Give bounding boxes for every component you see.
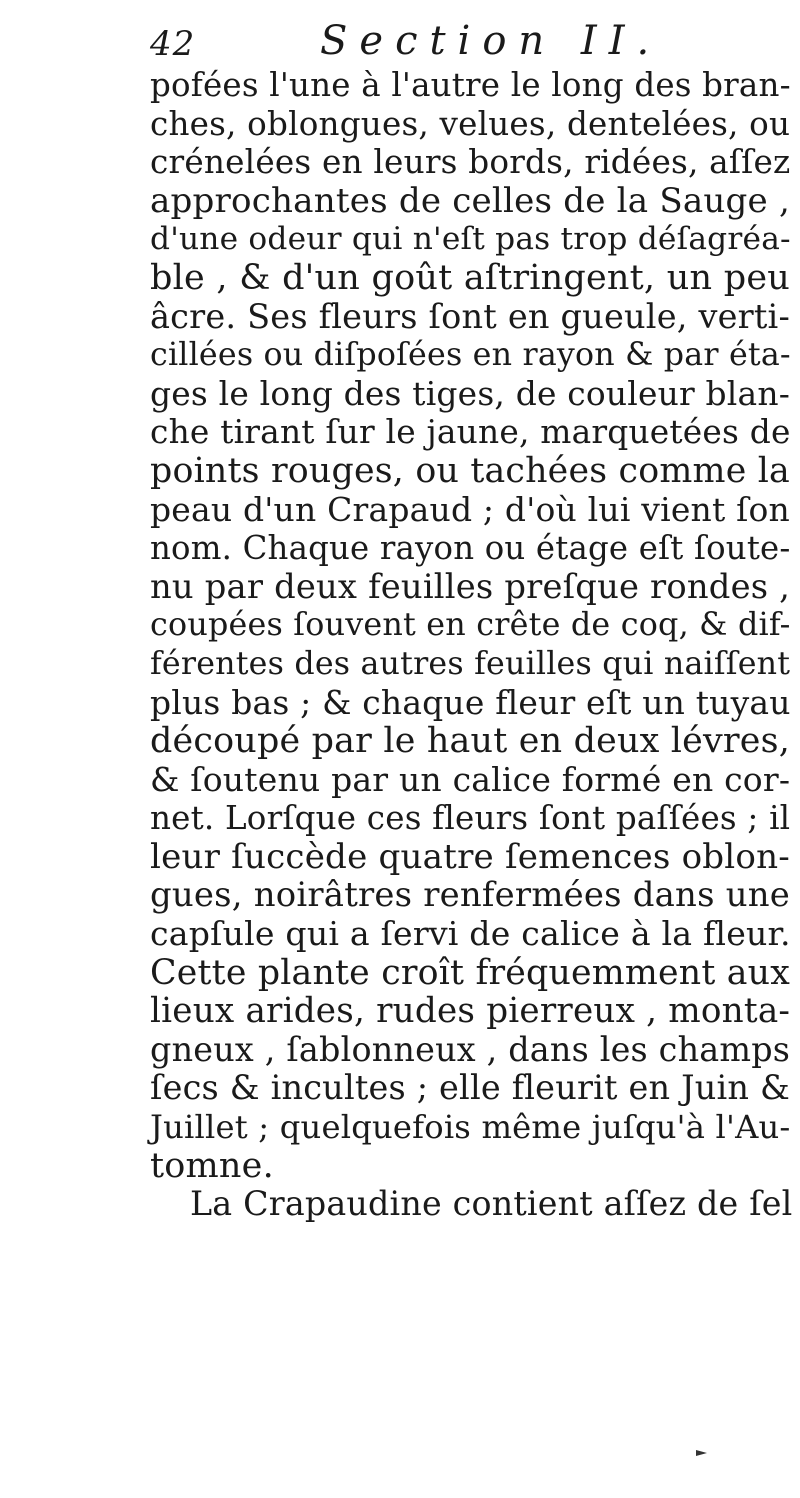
- text-line: lieux arides, rudes pierreux , monta-: [150, 991, 791, 1032]
- text-line-paragraph-start: La Crapaudine contient aſſez de ſel: [190, 1184, 793, 1224]
- body-text: [150, 66, 793, 1224]
- text-line: net. Lorſque ces fleurs ſont paſſées ; il: [150, 799, 791, 838]
- section-title: Section II.: [320, 18, 662, 64]
- text-line: d'une odeur qui n'eſt pas trop déſagréa-: [150, 221, 791, 258]
- text-line: coupées ſouvent en crête de coq, & dif-: [150, 607, 791, 644]
- text-line: leur ſuccède quatre ſemences oblon-: [150, 836, 790, 877]
- text-line: che tirant ſur le jaune, marquetées de: [150, 413, 791, 452]
- text-line: pofées l'une à l'autre le long des bran-: [150, 66, 791, 104]
- text-line: ches, oblongues, velues, dentelées, ou: [150, 104, 791, 143]
- page-number: 42: [150, 24, 196, 64]
- text-line: gneux , ſablonneux , dans les champs: [150, 1029, 791, 1069]
- text-line: peau d'un Crapaud ; d'où lui vient ſon: [150, 489, 790, 529]
- text-line: nu par deux feuilles preſque rondes ,: [150, 566, 791, 606]
- text-line: férentes des autres feuilles qui naiſſent: [150, 645, 791, 682]
- text-line: découpé par le haut en deux lévres,: [150, 721, 790, 762]
- text-line: plus bas ; & chaque fleur eſt un tuyau: [150, 682, 791, 722]
- text-line: gues, noirâtres renfermées dans une: [150, 875, 790, 915]
- text-line: approchantes de celles de la Sauge ,: [150, 180, 790, 221]
- text-line: Juillet ; quelquefois même juſqu'à l'Au-: [150, 1108, 791, 1147]
- printer-mark-icon: [695, 1448, 709, 1458]
- text-line: capſule qui a ſervi de calice à la fleur.: [150, 914, 791, 954]
- text-line: crénelées en leurs bords, ridées, aſſez: [150, 143, 791, 182]
- text-line: points rouges, ou tachées comme la: [150, 450, 790, 491]
- text-line: nom. Chaque rayon ou étage eſt ſoute-: [150, 529, 791, 568]
- text-line: tomne.: [150, 1145, 274, 1186]
- text-line: ges le long des tiges, de couleur blan-: [150, 373, 790, 413]
- text-line: Cette plante croît fréquemment aux: [150, 952, 790, 993]
- text-line: ſecs & incultes ; elle fleurit en Juin &: [150, 1068, 791, 1108]
- text-line: cillées ou diſpoſées en rayon & par éta-: [150, 337, 791, 374]
- running-head: [150, 18, 790, 68]
- text-line: & ſoutenu par un calice formé en cor-: [150, 759, 791, 799]
- text-line: ble , & d'un goût aſtringent, un peu: [150, 257, 790, 298]
- text-line: âcre. Ses fleurs ſont en gueule, verti-: [150, 296, 790, 336]
